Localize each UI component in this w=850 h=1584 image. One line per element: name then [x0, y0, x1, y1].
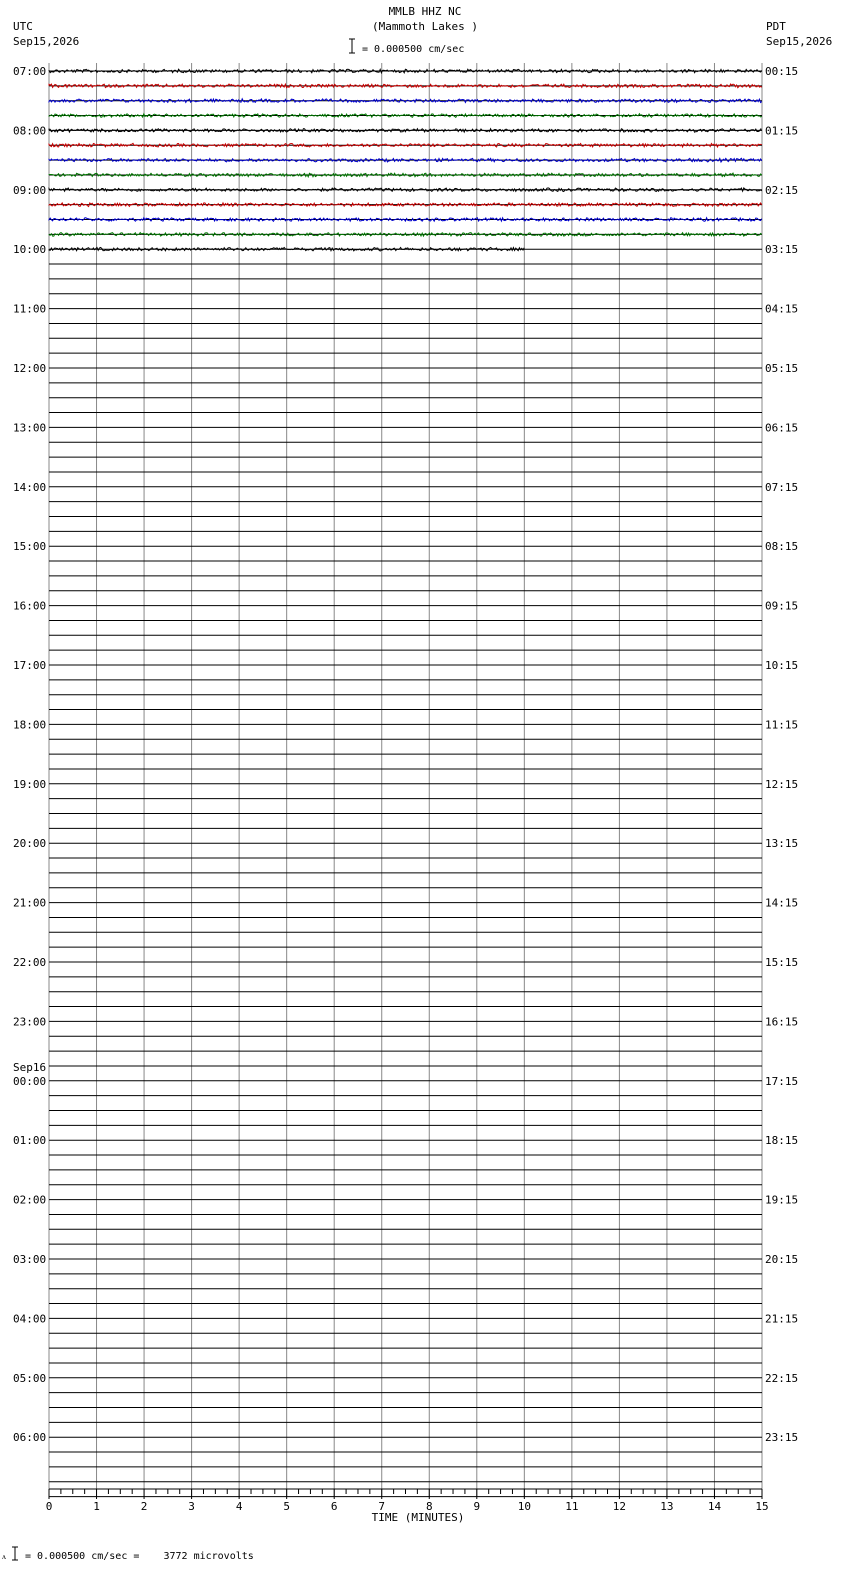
utc-hour-label: 10:00: [13, 243, 47, 257]
pdt-hour-label: 22:15: [765, 1371, 799, 1385]
x-tick-label: 13: [660, 1500, 674, 1513]
x-tick-label: 3: [188, 1500, 195, 1513]
utc-hour-label: 19:00: [13, 777, 47, 791]
utc-hour-label: 21:00: [13, 896, 47, 910]
left-timezone-label: UTC: [13, 20, 33, 33]
utc-hour-label: 12:00: [13, 362, 47, 375]
location-title: (Mammoth Lakes ): [372, 20, 478, 33]
utc-hour-label: 13:00: [13, 421, 47, 435]
utc-hour-label: 08:00: [13, 124, 47, 138]
x-tick-label: 11: [565, 1500, 579, 1513]
pdt-hour-label: 18:15: [765, 1134, 799, 1148]
x-tick-label: 10: [517, 1500, 531, 1513]
utc-hour-label: 00:00: [13, 1074, 47, 1088]
pdt-hour-label: 21:15: [765, 1312, 799, 1326]
pdt-hour-label: 04:15: [765, 302, 799, 316]
station-title: MMLB HHZ NC: [388, 5, 462, 18]
utc-hour-label: 18:00: [13, 718, 47, 732]
pdt-hour-label: 02:15: [765, 183, 799, 197]
pdt-hour-label: 17:15: [765, 1074, 799, 1088]
pdt-hour-label: 14:15: [765, 896, 799, 910]
pdt-hour-label: 20:15: [765, 1253, 799, 1266]
footer-marker-icon: ᴧ: [2, 1552, 6, 1561]
utc-hour-label: 01:00: [13, 1134, 47, 1148]
x-tick-label: 8: [425, 1500, 433, 1513]
utc-hour-label: 06:00: [13, 1431, 47, 1445]
pdt-hour-label: 23:15: [765, 1431, 799, 1445]
pdt-hour-label: 05:15: [765, 362, 799, 375]
x-tick-label: 12: [612, 1500, 627, 1513]
utc-hour-label: 17:00: [13, 659, 47, 672]
x-axis: [46, 1489, 769, 1524]
day-change-label: Sep16: [13, 1061, 47, 1074]
utc-hour-label: 09:00: [13, 183, 47, 197]
utc-hour-label: 03:00: [13, 1253, 47, 1266]
pdt-hour-label: 11:15: [765, 718, 799, 732]
utc-hour-label: 05:00: [13, 1371, 47, 1385]
pdt-hour-label: 01:15: [765, 124, 799, 138]
utc-hour-label: 14:00: [13, 480, 47, 494]
utc-hour-label: 04:00: [13, 1312, 47, 1326]
x-tick-label: 1: [93, 1500, 100, 1513]
pdt-hour-label: 03:15: [765, 243, 799, 257]
pdt-hour-label: 12:15: [765, 777, 799, 791]
scale-label: = 0.000500 cm/sec: [362, 44, 465, 55]
scale-bars: [2, 39, 355, 1561]
right-timezone-label: PDT: [766, 20, 786, 33]
footer-scale-note: = 0.000500 cm/sec = 3772 microvolts: [25, 1551, 254, 1562]
right-date-label: Sep15,2026: [766, 35, 833, 48]
grid: [49, 63, 762, 1497]
x-tick-label: 6: [330, 1500, 338, 1513]
pdt-hour-label: 07:15: [765, 480, 799, 494]
x-tick-label: 2: [140, 1500, 148, 1513]
x-tick-label: 15: [755, 1500, 769, 1513]
pdt-hour-label: 10:15: [765, 659, 799, 672]
utc-hour-label: 20:00: [13, 837, 47, 851]
utc-hour-label: 15:00: [13, 540, 47, 554]
x-tick-label: 9: [473, 1500, 481, 1513]
utc-hour-label: 16:00: [13, 599, 47, 613]
pdt-hour-label: 08:15: [765, 540, 799, 554]
x-tick-label: 7: [378, 1500, 386, 1513]
x-tick-label: 14: [707, 1500, 722, 1513]
pdt-hour-label: 00:15: [765, 65, 799, 78]
utc-hour-label: 23:00: [13, 1015, 47, 1029]
pdt-hour-label: 09:15: [765, 599, 799, 613]
x-tick-label: 0: [45, 1500, 53, 1513]
pdt-hour-label: 15:15: [765, 956, 799, 969]
pdt-hour-label: 19:15: [765, 1193, 799, 1207]
utc-hour-label: 11:00: [13, 302, 47, 316]
utc-hour-label: 02:00: [13, 1193, 47, 1207]
x-tick-label: 5: [283, 1500, 290, 1513]
utc-hour-label: 07:00: [13, 65, 47, 78]
x-axis-title: TIME (MINUTES): [371, 1511, 465, 1524]
pdt-hour-label: 16:15: [765, 1015, 799, 1029]
left-date-label: Sep15,2026: [13, 35, 80, 48]
pdt-hour-label: 13:15: [765, 837, 799, 851]
pdt-hour-label: 06:15: [765, 421, 799, 435]
utc-hour-label: 22:00: [13, 956, 47, 969]
x-tick-label: 4: [235, 1500, 243, 1513]
